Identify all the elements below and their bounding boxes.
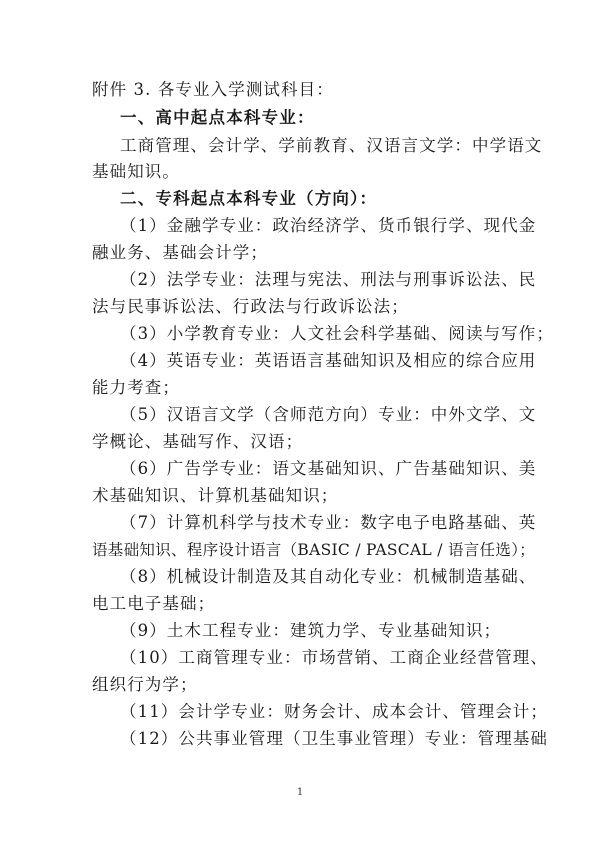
subject-line: 能力考查；	[92, 378, 180, 397]
subject-line: （1）金融学专业：政治经济学、货币银行学、现代金	[120, 216, 537, 235]
subject-line: （11）会计学专业：财务会计、成本会计、管理会计；	[120, 702, 548, 721]
subject-line: 融业务、基础会计学；	[92, 243, 268, 262]
attachment-title: 附件 3. 各专业入学测试科目：	[92, 80, 334, 99]
subject-line: （5）汉语言文学（含师范方向）专业：中外文学、文	[120, 405, 537, 424]
subject-line: 语基础知识、程序设计语言（BASIC / PASCAL / 语言任选）；	[92, 541, 536, 559]
subject-line: （6）广告学专业：语文基础知识、广告基础知识、美	[120, 459, 537, 478]
subject-line: 术基础知识、计算机基础知识；	[92, 486, 339, 505]
section1-body-line: 工商管理、会计学、学前教育、汉语言文学：中学语文	[120, 136, 543, 155]
subject-line: （10）工商管理专业：市场营销、工商企业经营管理、	[120, 648, 548, 667]
subject-line: 组织行为学；	[92, 675, 198, 694]
subject-line: 学概论、基础写作、汉语；	[92, 432, 304, 451]
page-number: 1	[296, 787, 304, 798]
subject-line: 法与民事诉讼法、行政法与行政诉讼法；	[92, 297, 409, 316]
section1-body-line: 基础知识。	[92, 162, 180, 181]
section2-heading: 二、专科起点本科专业（方向）：	[120, 189, 378, 208]
subject-line: （4）英语专业：英语语言基础知识及相应的综合应用	[120, 351, 537, 370]
subject-line: （3）小学教育专业：人文社会科学基础、阅读与写作；	[120, 324, 554, 343]
subject-line: （8）机械设计制造及其自动化专业：机械制造基础、	[120, 567, 537, 586]
subject-line: （9）土木工程专业：建筑力学、专业基础知识；	[120, 621, 502, 640]
section1-heading: 一、高中起点本科专业：	[120, 108, 315, 127]
subject-line: （12）公共事业管理（卫生事业管理）专业：管理基础	[120, 729, 548, 748]
subject-line: （7）计算机科学与技术专业：数字电子电路基础、英	[120, 513, 537, 532]
subject-line: （2）法学专业：法理与宪法、刑法与刑事诉讼法、民	[120, 270, 537, 289]
subject-line: 电工电子基础；	[92, 594, 216, 613]
